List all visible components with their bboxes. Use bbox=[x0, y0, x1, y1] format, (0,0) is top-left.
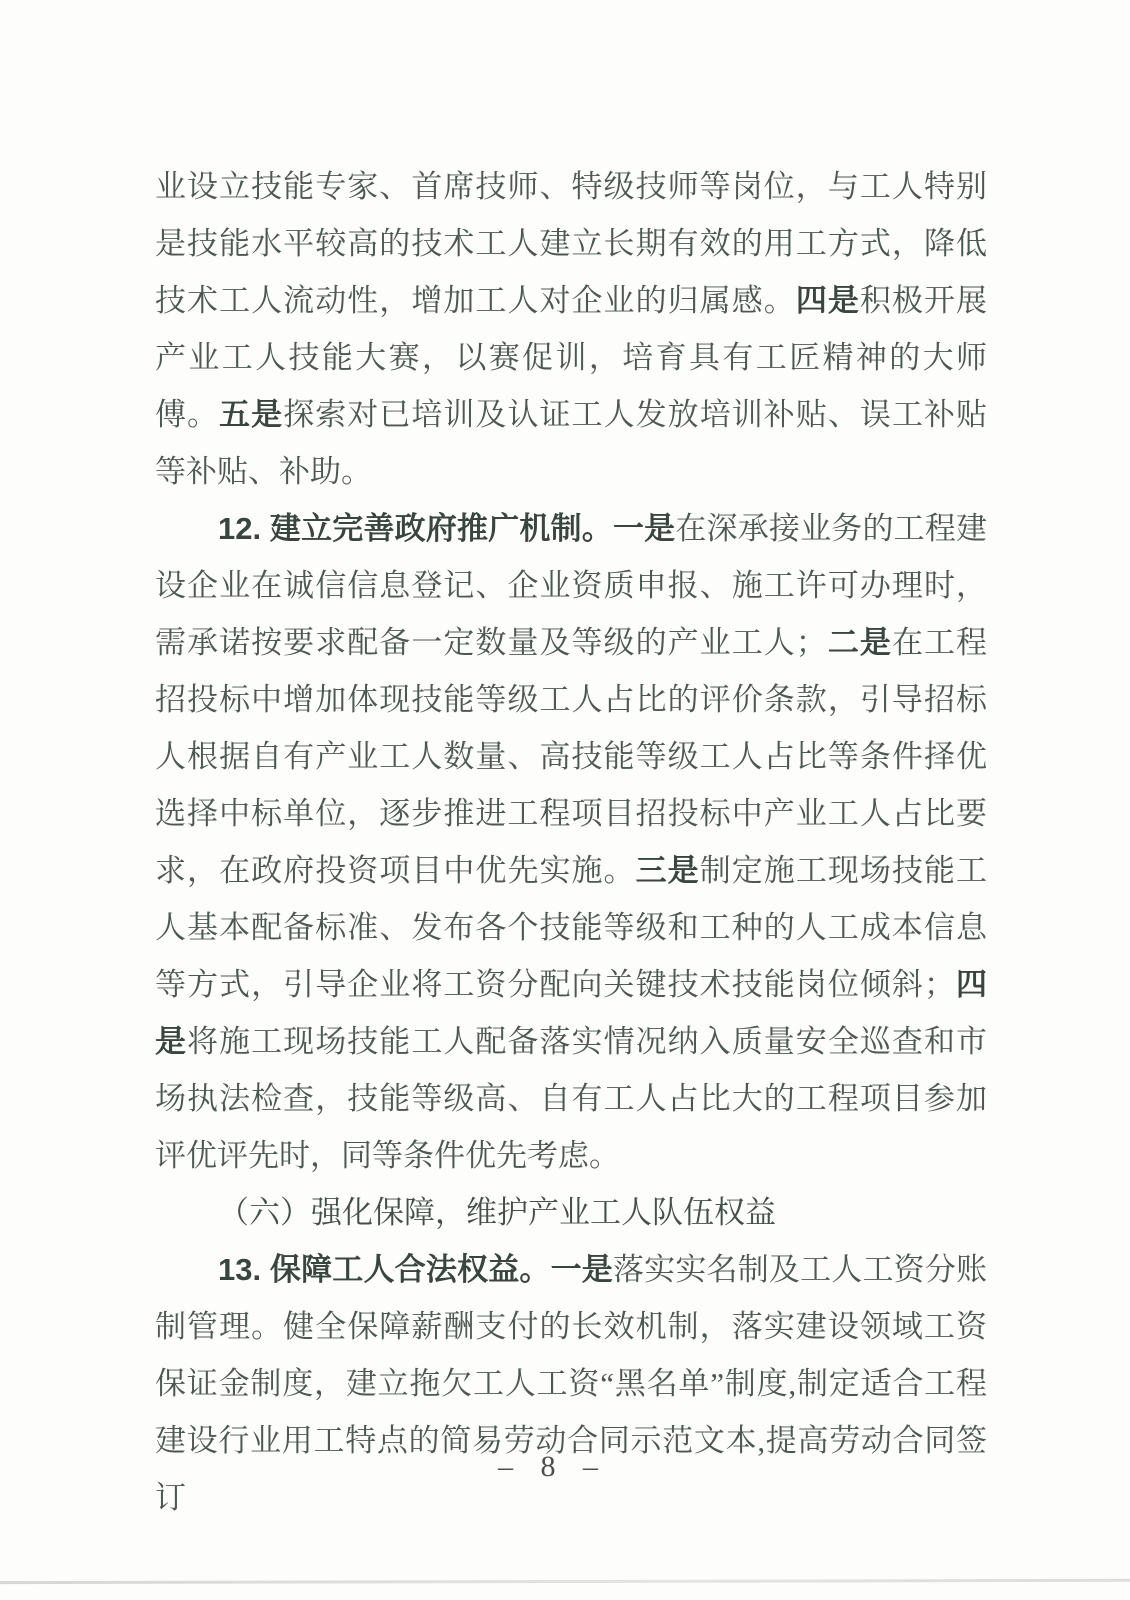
para-continuation-item-11 bbox=[155, 158, 987, 500]
heading-section-6 bbox=[155, 1184, 987, 1241]
text-run: 将施工现场技能工人配备落实情况纳入质量安全巡查和市场执法检查，技能等级高、自有工人占比大的工程项目参加评优评先时，同等条件优先考虑。 bbox=[155, 1024, 988, 1173]
text-run: 在工程招投标中增加体现技能等级工人占比的评价条款，引导招标人根据自有产业工人数量、高技能等级工人占比等条件择优选择中标单位，逐步推进工程项目招投标中产业工人占比要求，在政府投资项目中优先实施。 bbox=[155, 625, 988, 888]
text-run-bold: 五是 bbox=[219, 397, 284, 432]
text-run: 积极开展产业工人技能大赛，以赛促训，培育具有工匠精神的大师傅。 bbox=[155, 283, 988, 432]
text-run-bold: 一是 bbox=[550, 1252, 613, 1287]
text-run-bold: 13. 保障工人合法权益。 bbox=[218, 1252, 551, 1287]
page-number: – 8 – bbox=[498, 1450, 608, 1483]
text-run: 落实实名制及工人工资分账制管理。健全保障薪酬支付的长效机制，落实建设领域工资保证金制度，建立拖欠工人工资“黑名单”制度,制定适合工程建设行业用工特点的简易劳动合同示范文本,提高劳动合同签订 bbox=[155, 1252, 987, 1515]
text-run-bold: 四是 bbox=[155, 967, 988, 1059]
text-run-bold: 一是 bbox=[612, 511, 676, 546]
text-run-bold: 二是 bbox=[826, 625, 892, 660]
text-run: 在深承接业务的工程建设企业在诚信信息登记、企业资质申报、施工许可办理时，需承诺按要求配备一定数量及等级的产业工人； bbox=[155, 511, 988, 660]
text-run-bold: 三是 bbox=[635, 853, 700, 888]
text-run-bold: 12. 建立完善政府推广机制。 bbox=[218, 511, 613, 546]
para-item-12 bbox=[155, 500, 987, 1184]
scan-edge-line bbox=[0, 1579, 1130, 1584]
text-run: （六）强化保障，维护产业工人队伍权益 bbox=[218, 1195, 776, 1230]
text-run: 制定施工现场技能工人基本配备标准、发布各个技能等级和工种的人工成本信息等方式，引导企业将工资分配向关键技术技能岗位倾斜； bbox=[155, 853, 988, 1002]
document-body bbox=[155, 158, 987, 1526]
text-run: 业设立技能专家、首席技师、特级技师等岗位，与工人特别是技能水平较高的技术工人建立长期有效的用工方式，降低技术工人流动性，增加工人对企业的归属感。 bbox=[155, 169, 987, 318]
text-run-bold: 四是 bbox=[795, 283, 860, 318]
text-run: 探索对已培训及认证工人发放培训补贴、误工补贴等补贴、补助。 bbox=[155, 397, 988, 489]
